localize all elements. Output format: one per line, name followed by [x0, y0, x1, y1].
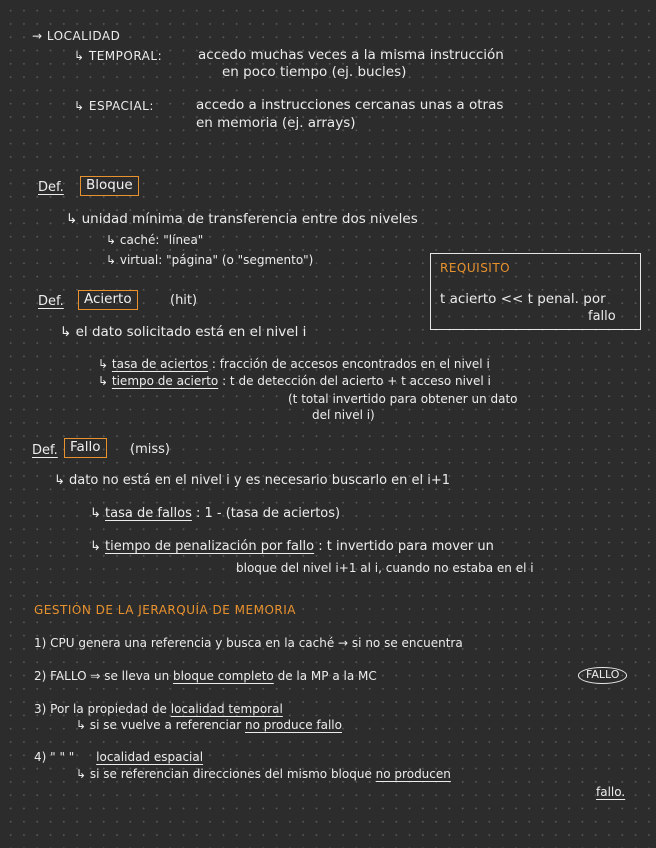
- acierto-term: Acierto: [78, 290, 138, 310]
- gestion-title: GESTIÓN DE LA JERARQUÍA DE MEMORIA: [34, 603, 296, 617]
- fallo-paren: (miss): [130, 442, 170, 457]
- tasa-aciertos-line: [98, 358, 490, 372]
- bloque-def-label: Def.: [38, 180, 64, 195]
- penalizacion-rest-2: bloque del nivel i+1 al i, cuando no estaba en el i: [236, 561, 534, 575]
- penalizacion-term: tiempo de penalización por fallo: [105, 539, 315, 554]
- step-4-term: localidad espacial: [96, 750, 204, 764]
- step-4-ditto: 4) " " ": [34, 750, 75, 764]
- fallo-badge: FALLO: [578, 667, 627, 684]
- penalizacion-arrow: ↳: [90, 539, 101, 554]
- penalizacion-line: [90, 540, 494, 555]
- requisito-title: REQUISITO: [440, 261, 511, 275]
- espacial-text-2: en memoria (ej. arrays): [196, 115, 356, 131]
- fallo-def-label: Def.: [32, 443, 58, 458]
- espacial-label: ↳ ESPACIAL:: [74, 99, 154, 113]
- bloque-line-2: ↳ caché: "línea": [106, 233, 204, 247]
- gestion-step-4-sub: [76, 768, 451, 782]
- gestion-step-3-sub: [76, 719, 342, 733]
- step-3-sub-term: no produce fallo: [244, 718, 342, 732]
- acierto-def-label: Def.: [38, 294, 64, 309]
- temporal-label: ↳ TEMPORAL:: [74, 49, 163, 63]
- tasa-fallos-term: tasa de fallos: [105, 506, 192, 521]
- acierto-paren: (hit): [170, 293, 198, 308]
- step-2-post: de la MP a la MC: [277, 669, 377, 683]
- temporal-text-2: en poco tiempo (ej. bucles): [222, 64, 407, 80]
- acierto-line-1: ↳ el dato solicitado está en el nivel i: [60, 324, 307, 340]
- penalizacion-rest: : t invertido para mover un: [318, 539, 494, 554]
- step-4-sub-term-2: fallo.: [596, 785, 626, 799]
- gestion-step-4: [34, 751, 203, 765]
- step-2-pre: 2) FALLO ⇒ se lleva un: [34, 669, 170, 683]
- step-3-pre: 3) Por la propiedad de: [34, 702, 167, 716]
- tiempo-acierto-term: tiempo de acierto: [111, 374, 219, 388]
- gestion-step-3: [34, 703, 283, 717]
- fallo-line-1: ↳ dato no está en el nivel i y es necesario buscarlo en el i+1: [54, 473, 451, 488]
- temporal-text-1: accedo muchas veces a la misma instrucción: [198, 47, 504, 63]
- tiempo-acierto-line: [98, 375, 491, 389]
- step-4-sub-term: no producen: [375, 767, 451, 781]
- tiempo-acierto-rest: : t de detección del acierto + t acceso nivel i: [222, 374, 491, 388]
- tiempo-acierto-arrow: ↳: [98, 374, 109, 388]
- fallo-badge-wrap: [578, 664, 627, 684]
- gestion-step-1: 1) CPU genera una referencia y busca en la caché → si no se encuentra: [34, 636, 463, 650]
- localidad-title: → LOCALIDAD: [32, 29, 121, 43]
- tiempo-acierto-note-1: (t total invertido para obtener un dato: [288, 392, 518, 406]
- fallo-term: Fallo: [64, 438, 107, 458]
- bloque-line-1: ↳ unidad mínima de transferencia entre dos niveles: [66, 211, 418, 227]
- requisito-line-2: fallo: [588, 309, 616, 324]
- bloque-term: Bloque: [80, 176, 139, 196]
- bloque-term-wrap: [80, 176, 139, 196]
- requisito-line-1: t acierto << t penal. por: [440, 291, 606, 307]
- bloque-line-3: ↳ virtual: "página" (o "segmento"): [106, 253, 314, 267]
- step-4-sub-pre: ↳ si se referencian direcciones del mismo bloque: [76, 767, 372, 781]
- espacial-text-1: accedo a instrucciones cercanas unas a otras: [196, 97, 504, 113]
- acierto-term-wrap: [78, 290, 138, 310]
- step-2-term: bloque completo: [173, 669, 274, 683]
- tasa-aciertos-arrow: ↳: [98, 357, 109, 371]
- tasa-aciertos-rest: : fracción de accesos encontrados en el nivel i: [211, 357, 490, 371]
- step-3-sub-pre: ↳ si se vuelve a referenciar: [76, 718, 242, 732]
- gestion-step-2: [34, 670, 377, 684]
- step-3-term: localidad temporal: [170, 702, 283, 716]
- fallo-term-wrap: [64, 438, 107, 458]
- tiempo-acierto-note-2: del nivel i): [312, 408, 375, 422]
- tasa-aciertos-term: tasa de aciertos: [111, 357, 209, 371]
- tasa-fallos-line: [90, 507, 340, 522]
- tasa-fallos-rest: : 1 - (tasa de aciertos): [196, 506, 341, 521]
- tasa-fallos-arrow: ↳: [90, 506, 101, 521]
